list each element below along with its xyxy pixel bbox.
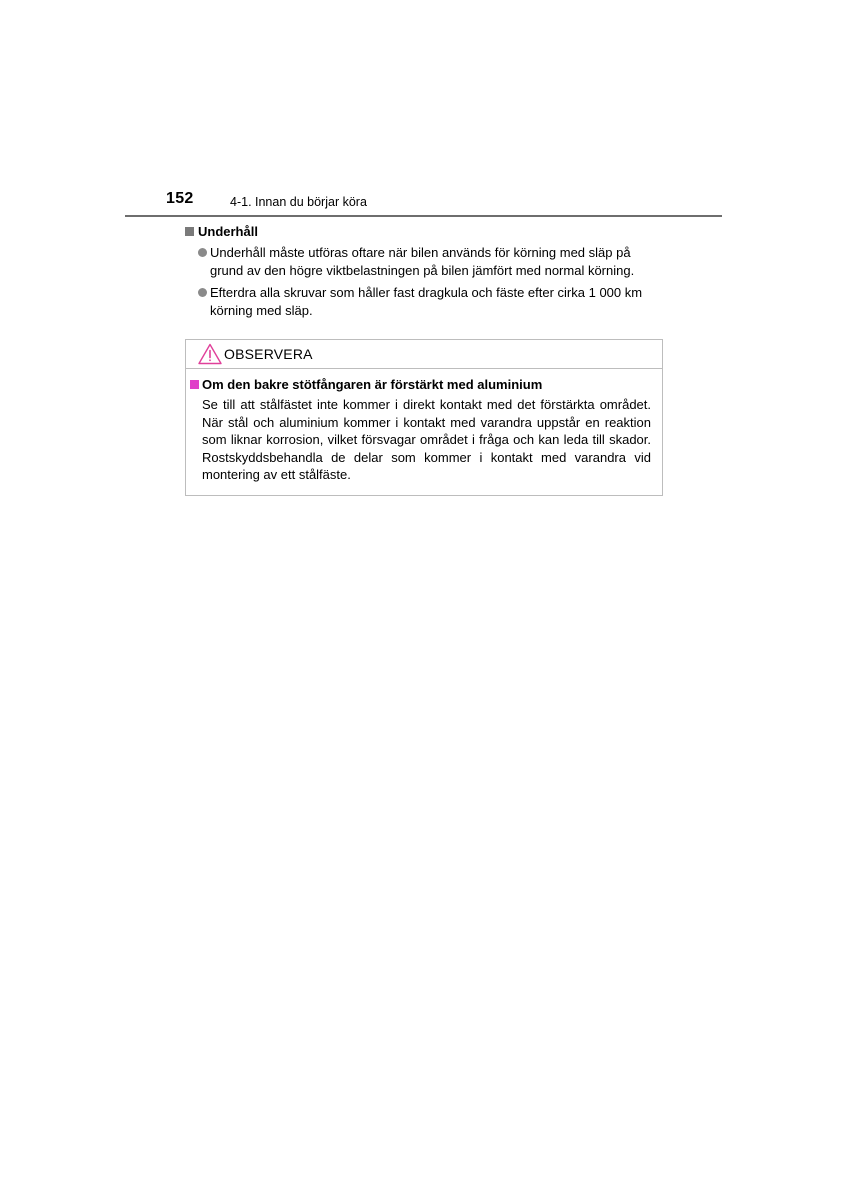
caution-body-text: Se till att stålfästet inte kommer i direkt kontakt med det förstärkta området. När stål och aluminium kommer i kontakt med varandra uppstår en reaktion som liknar korrosion, vilket försvagar området i fråga och kan leda till skador. Rostskyddsbehandla de delar som kommer i kontakt med varandra vid montering av ett stålfäste. (202, 397, 651, 482)
page-number: 152 (166, 190, 194, 207)
circle-bullet-icon (198, 248, 207, 257)
caution-header (186, 340, 662, 369)
section-title: 4-1. Innan du börjar köra (230, 195, 367, 209)
list-item-text-line2: grund av den högre viktbelastningen på bilen jämfört med normal körning. (210, 263, 635, 278)
list-item-text-line2: körning med släp. (210, 303, 313, 318)
warning-triangle-icon (198, 343, 222, 365)
list-item-text-line1: Efterdra alla skruvar som håller fast dragkula och fäste efter cirka 1 000 km (210, 285, 643, 300)
circle-bullet-icon (198, 288, 207, 297)
list-item-text-line1: Underhåll måste utföras oftare när bilen används för körning med släp på (210, 245, 631, 260)
caution-subheading (190, 377, 542, 392)
header-divider (125, 215, 722, 217)
square-bullet-icon (185, 227, 194, 236)
list-item (198, 284, 663, 320)
list-item (198, 244, 663, 280)
caution-box (185, 339, 663, 496)
pink-square-bullet-icon (190, 380, 199, 389)
caution-subheading-label: Om den bakre stötfångaren är förstärkt med aluminium (202, 377, 543, 392)
maintenance-heading-label: Underhåll (198, 224, 258, 239)
maintenance-heading (185, 224, 258, 239)
caution-title: OBSERVERA (224, 346, 313, 362)
